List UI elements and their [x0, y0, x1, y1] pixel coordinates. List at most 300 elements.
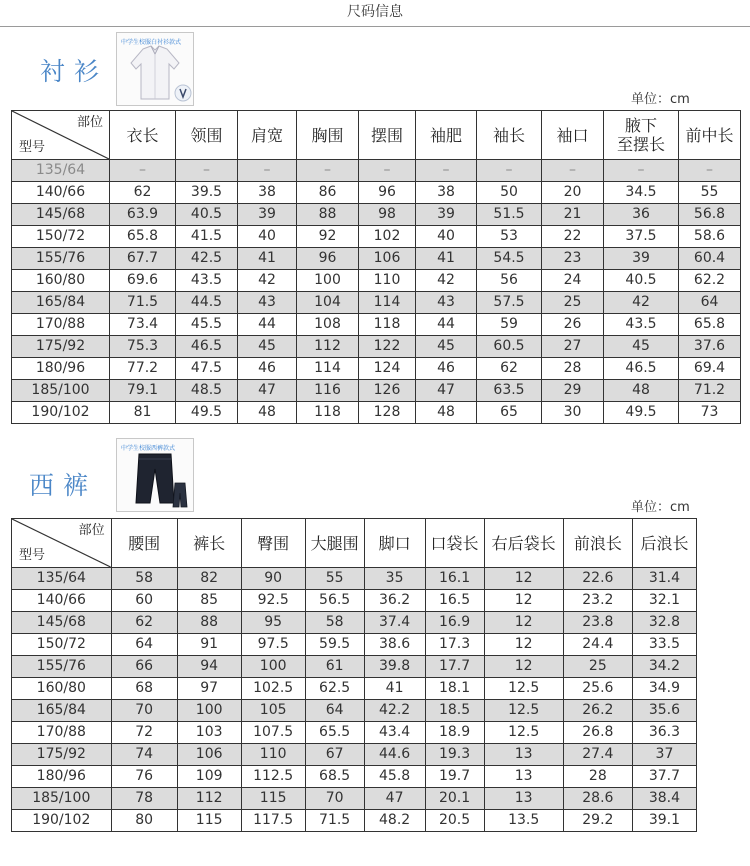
- value-cell: –: [110, 160, 176, 182]
- value-cell: 91: [177, 634, 241, 656]
- value-cell: 64: [679, 292, 741, 314]
- value-cell: 100: [177, 700, 241, 722]
- size-cell: 170/88: [12, 722, 112, 744]
- value-cell: 38: [238, 182, 297, 204]
- value-cell: 42: [416, 270, 477, 292]
- value-cell: 25: [542, 292, 604, 314]
- value-cell: 16.1: [425, 568, 484, 590]
- value-cell: 45.5: [176, 314, 238, 336]
- value-cell: 28: [542, 358, 604, 380]
- value-cell: 96: [359, 182, 416, 204]
- value-cell: 19.3: [425, 744, 484, 766]
- size-cell: 175/92: [12, 336, 110, 358]
- value-cell: 37.4: [364, 612, 425, 634]
- value-cell: 44: [238, 314, 297, 336]
- value-cell: 81: [110, 402, 176, 424]
- value-cell: 34.9: [632, 678, 696, 700]
- value-cell: 68.5: [305, 766, 364, 788]
- value-cell: 49.5: [604, 402, 679, 424]
- value-cell: 70: [111, 700, 177, 722]
- value-cell: 53: [477, 226, 542, 248]
- value-cell: 51.5: [477, 204, 542, 226]
- value-cell: 38: [416, 182, 477, 204]
- value-cell: 56.8: [679, 204, 741, 226]
- value-cell: 13: [484, 766, 563, 788]
- value-cell: 66: [111, 656, 177, 678]
- table-row: [12, 226, 741, 248]
- value-cell: 68: [111, 678, 177, 700]
- value-cell: 118: [297, 402, 359, 424]
- value-cell: 45: [238, 336, 297, 358]
- shirt-icon: [117, 33, 193, 105]
- value-cell: 39: [604, 248, 679, 270]
- value-cell: 71.5: [110, 292, 176, 314]
- value-cell: 62.5: [305, 678, 364, 700]
- pants-size-table: [11, 518, 697, 832]
- header-size-label: 型号: [19, 548, 46, 563]
- header-size-label: 型号: [19, 140, 46, 155]
- value-cell: 19.7: [425, 766, 484, 788]
- value-cell: 56: [477, 270, 542, 292]
- value-cell: 45: [416, 336, 477, 358]
- value-cell: 48: [604, 380, 679, 402]
- value-cell: 112: [177, 788, 241, 810]
- shirt-size-table: [11, 110, 741, 424]
- value-cell: 98: [359, 204, 416, 226]
- value-cell: 100: [241, 656, 305, 678]
- size-cell: 190/102: [12, 810, 112, 832]
- table-row: [12, 590, 697, 612]
- value-cell: –: [297, 160, 359, 182]
- value-cell: 102.5: [241, 678, 305, 700]
- value-cell: 61: [305, 656, 364, 678]
- value-cell: 16.5: [425, 590, 484, 612]
- value-cell: 65.8: [110, 226, 176, 248]
- column-header: 右后袋长: [484, 519, 563, 568]
- value-cell: 102: [359, 226, 416, 248]
- value-cell: 28: [563, 766, 632, 788]
- size-cell: 150/72: [12, 634, 112, 656]
- value-cell: 40: [238, 226, 297, 248]
- value-cell: 71.5: [305, 810, 364, 832]
- value-cell: 126: [359, 380, 416, 402]
- value-cell: 76: [111, 766, 177, 788]
- value-cell: 30: [542, 402, 604, 424]
- size-cell: 180/96: [12, 358, 110, 380]
- value-cell: 41: [238, 248, 297, 270]
- value-cell: 124: [359, 358, 416, 380]
- table-row: [12, 722, 697, 744]
- value-cell: 106: [177, 744, 241, 766]
- value-cell: 92: [297, 226, 359, 248]
- value-cell: 45: [604, 336, 679, 358]
- value-cell: 17.7: [425, 656, 484, 678]
- value-cell: 109: [177, 766, 241, 788]
- value-cell: 55: [679, 182, 741, 204]
- value-cell: 33.5: [632, 634, 696, 656]
- size-cell: 165/84: [12, 700, 112, 722]
- value-cell: –: [359, 160, 416, 182]
- value-cell: 65.8: [679, 314, 741, 336]
- value-cell: 62: [477, 358, 542, 380]
- value-cell: 18.9: [425, 722, 484, 744]
- size-cell: 160/80: [12, 270, 110, 292]
- size-cell: 150/72: [12, 226, 110, 248]
- value-cell: 79.1: [110, 380, 176, 402]
- value-cell: 48.2: [364, 810, 425, 832]
- size-cell: 145/68: [12, 612, 112, 634]
- value-cell: 34.5: [604, 182, 679, 204]
- value-cell: –: [542, 160, 604, 182]
- value-cell: 43.5: [604, 314, 679, 336]
- value-cell: 63.5: [477, 380, 542, 402]
- value-cell: 12.5: [484, 722, 563, 744]
- value-cell: 62.2: [679, 270, 741, 292]
- value-cell: –: [477, 160, 542, 182]
- value-cell: –: [679, 160, 741, 182]
- value-cell: 74: [111, 744, 177, 766]
- value-cell: 42: [238, 270, 297, 292]
- shirt-header-row: [12, 111, 741, 160]
- value-cell: 95: [241, 612, 305, 634]
- value-cell: 39: [416, 204, 477, 226]
- column-header: 脚口: [364, 519, 425, 568]
- table-row: [12, 336, 741, 358]
- value-cell: 115: [241, 788, 305, 810]
- value-cell: 73.4: [110, 314, 176, 336]
- page-title: 尺码信息: [347, 4, 403, 20]
- value-cell: 47: [364, 788, 425, 810]
- value-cell: 65: [477, 402, 542, 424]
- value-cell: 42.2: [364, 700, 425, 722]
- value-cell: 96: [297, 248, 359, 270]
- value-cell: 82: [177, 568, 241, 590]
- value-cell: 56.5: [305, 590, 364, 612]
- size-cell: 185/100: [12, 788, 112, 810]
- value-cell: 43.4: [364, 722, 425, 744]
- value-cell: 46.5: [604, 358, 679, 380]
- value-cell: 41: [364, 678, 425, 700]
- value-cell: 92.5: [241, 590, 305, 612]
- value-cell: 12: [484, 568, 563, 590]
- value-cell: 25.6: [563, 678, 632, 700]
- size-cell: 160/80: [12, 678, 112, 700]
- value-cell: 39.8: [364, 656, 425, 678]
- value-cell: 69.6: [110, 270, 176, 292]
- value-cell: 45.8: [364, 766, 425, 788]
- value-cell: 63.9: [110, 204, 176, 226]
- value-cell: 54.5: [477, 248, 542, 270]
- value-cell: 88: [297, 204, 359, 226]
- column-header: 裤长: [177, 519, 241, 568]
- value-cell: 12: [484, 612, 563, 634]
- value-cell: 64: [111, 634, 177, 656]
- value-cell: 20.1: [425, 788, 484, 810]
- value-cell: 47: [238, 380, 297, 402]
- value-cell: 22.6: [563, 568, 632, 590]
- value-cell: 100: [297, 270, 359, 292]
- value-cell: 23.8: [563, 612, 632, 634]
- table-row: [12, 612, 697, 634]
- value-cell: 49.5: [176, 402, 238, 424]
- column-header: 臀围: [241, 519, 305, 568]
- value-cell: 97: [177, 678, 241, 700]
- column-header: 衣长: [110, 111, 176, 160]
- value-cell: 35: [364, 568, 425, 590]
- value-cell: 90: [241, 568, 305, 590]
- value-cell: 115: [177, 810, 241, 832]
- table-row: [12, 402, 741, 424]
- size-cell: 170/88: [12, 314, 110, 336]
- table-row: [12, 314, 741, 336]
- value-cell: 44: [416, 314, 477, 336]
- value-cell: 16.9: [425, 612, 484, 634]
- value-cell: –: [176, 160, 238, 182]
- value-cell: 43: [416, 292, 477, 314]
- value-cell: 58: [305, 612, 364, 634]
- value-cell: 94: [177, 656, 241, 678]
- value-cell: 67.7: [110, 248, 176, 270]
- column-header: 摆围: [359, 111, 416, 160]
- value-cell: 128: [359, 402, 416, 424]
- value-cell: 41: [416, 248, 477, 270]
- value-cell: 36.3: [632, 722, 696, 744]
- value-cell: 34.2: [632, 656, 696, 678]
- value-cell: 75.3: [110, 336, 176, 358]
- value-cell: 103: [177, 722, 241, 744]
- column-header: 腰围: [111, 519, 177, 568]
- title-divider: [0, 26, 750, 27]
- header-corner-cell: [12, 111, 110, 160]
- table-row: [12, 358, 741, 380]
- table-row: [12, 292, 741, 314]
- value-cell: 59: [477, 314, 542, 336]
- value-cell: 32.8: [632, 612, 696, 634]
- value-cell: 47.5: [176, 358, 238, 380]
- pants-unit-label: 单位：cm: [631, 500, 690, 515]
- value-cell: 31.4: [632, 568, 696, 590]
- table-row: [12, 678, 697, 700]
- pants-header-row: [12, 519, 697, 568]
- value-cell: 46: [238, 358, 297, 380]
- table-row: [12, 766, 697, 788]
- value-cell: 40.5: [604, 270, 679, 292]
- value-cell: 37: [632, 744, 696, 766]
- header-part-label: 部位: [76, 115, 103, 130]
- value-cell: 64: [305, 700, 364, 722]
- value-cell: 23.2: [563, 590, 632, 612]
- value-cell: 57.5: [477, 292, 542, 314]
- value-cell: 42: [604, 292, 679, 314]
- value-cell: 65.5: [305, 722, 364, 744]
- value-cell: 41.5: [176, 226, 238, 248]
- value-cell: 24.4: [563, 634, 632, 656]
- size-cell: 140/66: [12, 590, 112, 612]
- value-cell: 110: [241, 744, 305, 766]
- value-cell: 104: [297, 292, 359, 314]
- shirt-section-title: 衬衫: [40, 57, 109, 86]
- size-cell: 140/66: [12, 182, 110, 204]
- value-cell: 58: [111, 568, 177, 590]
- column-header: 袖长: [477, 111, 542, 160]
- header-part-label: 部位: [78, 523, 105, 538]
- value-cell: 23: [542, 248, 604, 270]
- column-header: 袖肥: [416, 111, 477, 160]
- value-cell: 60: [111, 590, 177, 612]
- value-cell: 50: [477, 182, 542, 204]
- value-cell: 21: [542, 204, 604, 226]
- value-cell: 37.7: [632, 766, 696, 788]
- value-cell: 44.5: [176, 292, 238, 314]
- value-cell: 20: [542, 182, 604, 204]
- value-cell: 62: [111, 612, 177, 634]
- value-cell: 114: [297, 358, 359, 380]
- value-cell: 67: [305, 744, 364, 766]
- value-cell: 55: [305, 568, 364, 590]
- table-row: [12, 810, 697, 832]
- value-cell: 26.8: [563, 722, 632, 744]
- value-cell: 48: [238, 402, 297, 424]
- pants-thumbnail: [116, 438, 194, 512]
- value-cell: 46.5: [176, 336, 238, 358]
- value-cell: 24: [542, 270, 604, 292]
- value-cell: 107.5: [241, 722, 305, 744]
- value-cell: 44.6: [364, 744, 425, 766]
- table-row: [12, 634, 697, 656]
- value-cell: 27: [542, 336, 604, 358]
- value-cell: 27.4: [563, 744, 632, 766]
- value-cell: 62: [110, 182, 176, 204]
- size-cell: 155/76: [12, 248, 110, 270]
- value-cell: 39.5: [176, 182, 238, 204]
- value-cell: 26.2: [563, 700, 632, 722]
- value-cell: 108: [297, 314, 359, 336]
- value-cell: 88: [177, 612, 241, 634]
- shirt-thumbnail: [116, 32, 194, 106]
- column-header: 口袋长: [425, 519, 484, 568]
- value-cell: 13.5: [484, 810, 563, 832]
- value-cell: –: [238, 160, 297, 182]
- value-cell: 58.6: [679, 226, 741, 248]
- value-cell: 36.2: [364, 590, 425, 612]
- column-header: 腋下 至摆长: [604, 111, 679, 160]
- value-cell: 116: [297, 380, 359, 402]
- value-cell: 36: [604, 204, 679, 226]
- value-cell: 17.3: [425, 634, 484, 656]
- size-cell: 135/64: [12, 160, 110, 182]
- value-cell: 43: [238, 292, 297, 314]
- value-cell: 77.2: [110, 358, 176, 380]
- table-row: [12, 788, 697, 810]
- value-cell: 12: [484, 590, 563, 612]
- value-cell: 22: [542, 226, 604, 248]
- value-cell: 38.4: [632, 788, 696, 810]
- value-cell: 118: [359, 314, 416, 336]
- value-cell: 112: [297, 336, 359, 358]
- value-cell: 12.5: [484, 700, 563, 722]
- table-row: [12, 656, 697, 678]
- value-cell: 29: [542, 380, 604, 402]
- column-header: 胸围: [297, 111, 359, 160]
- value-cell: 97.5: [241, 634, 305, 656]
- value-cell: 20.5: [425, 810, 484, 832]
- size-cell: 190/102: [12, 402, 110, 424]
- table-row: [12, 204, 741, 226]
- value-cell: 70: [305, 788, 364, 810]
- value-cell: 112.5: [241, 766, 305, 788]
- value-cell: 72: [111, 722, 177, 744]
- column-header: 肩宽: [238, 111, 297, 160]
- column-header: 后浪长: [632, 519, 696, 568]
- value-cell: 46: [416, 358, 477, 380]
- value-cell: 106: [359, 248, 416, 270]
- value-cell: 26: [542, 314, 604, 336]
- value-cell: 28.6: [563, 788, 632, 810]
- value-cell: 110: [359, 270, 416, 292]
- value-cell: 48.5: [176, 380, 238, 402]
- value-cell: 114: [359, 292, 416, 314]
- header-corner-cell: [12, 519, 112, 568]
- table-row: [12, 160, 741, 182]
- value-cell: 39: [238, 204, 297, 226]
- value-cell: 117.5: [241, 810, 305, 832]
- value-cell: 42.5: [176, 248, 238, 270]
- value-cell: 12: [484, 656, 563, 678]
- value-cell: –: [416, 160, 477, 182]
- value-cell: 18.1: [425, 678, 484, 700]
- value-cell: 47: [416, 380, 477, 402]
- size-cell: 180/96: [12, 766, 112, 788]
- value-cell: 37.6: [679, 336, 741, 358]
- table-row: [12, 270, 741, 292]
- value-cell: 85: [177, 590, 241, 612]
- column-header: 袖口: [542, 111, 604, 160]
- size-cell: 135/64: [12, 568, 112, 590]
- value-cell: 122: [359, 336, 416, 358]
- table-row: [12, 248, 741, 270]
- value-cell: 59.5: [305, 634, 364, 656]
- value-cell: 71.2: [679, 380, 741, 402]
- value-cell: 86: [297, 182, 359, 204]
- value-cell: 60.4: [679, 248, 741, 270]
- table-row: [12, 380, 741, 402]
- table-row: [12, 182, 741, 204]
- shirt-thumbnail-text: 中学生校服白衬衫款式: [121, 39, 182, 46]
- value-cell: –: [604, 160, 679, 182]
- value-cell: 39.1: [632, 810, 696, 832]
- size-cell: 185/100: [12, 380, 110, 402]
- value-cell: 13: [484, 788, 563, 810]
- value-cell: 32.1: [632, 590, 696, 612]
- value-cell: 35.6: [632, 700, 696, 722]
- value-cell: 29.2: [563, 810, 632, 832]
- pants-section-title: 西裤: [29, 471, 98, 500]
- pants-icon: [117, 439, 193, 511]
- value-cell: 69.4: [679, 358, 741, 380]
- value-cell: 12: [484, 634, 563, 656]
- column-header: 前浪长: [563, 519, 632, 568]
- table-row: [12, 744, 697, 766]
- value-cell: 80: [111, 810, 177, 832]
- value-cell: 12.5: [484, 678, 563, 700]
- size-cell: 165/84: [12, 292, 110, 314]
- value-cell: 43.5: [176, 270, 238, 292]
- size-cell: 155/76: [12, 656, 112, 678]
- pants-thumbnail-text: 中学生校服西裤款式: [121, 445, 176, 452]
- column-header: 前中长: [679, 111, 741, 160]
- value-cell: 37.5: [604, 226, 679, 248]
- value-cell: 78: [111, 788, 177, 810]
